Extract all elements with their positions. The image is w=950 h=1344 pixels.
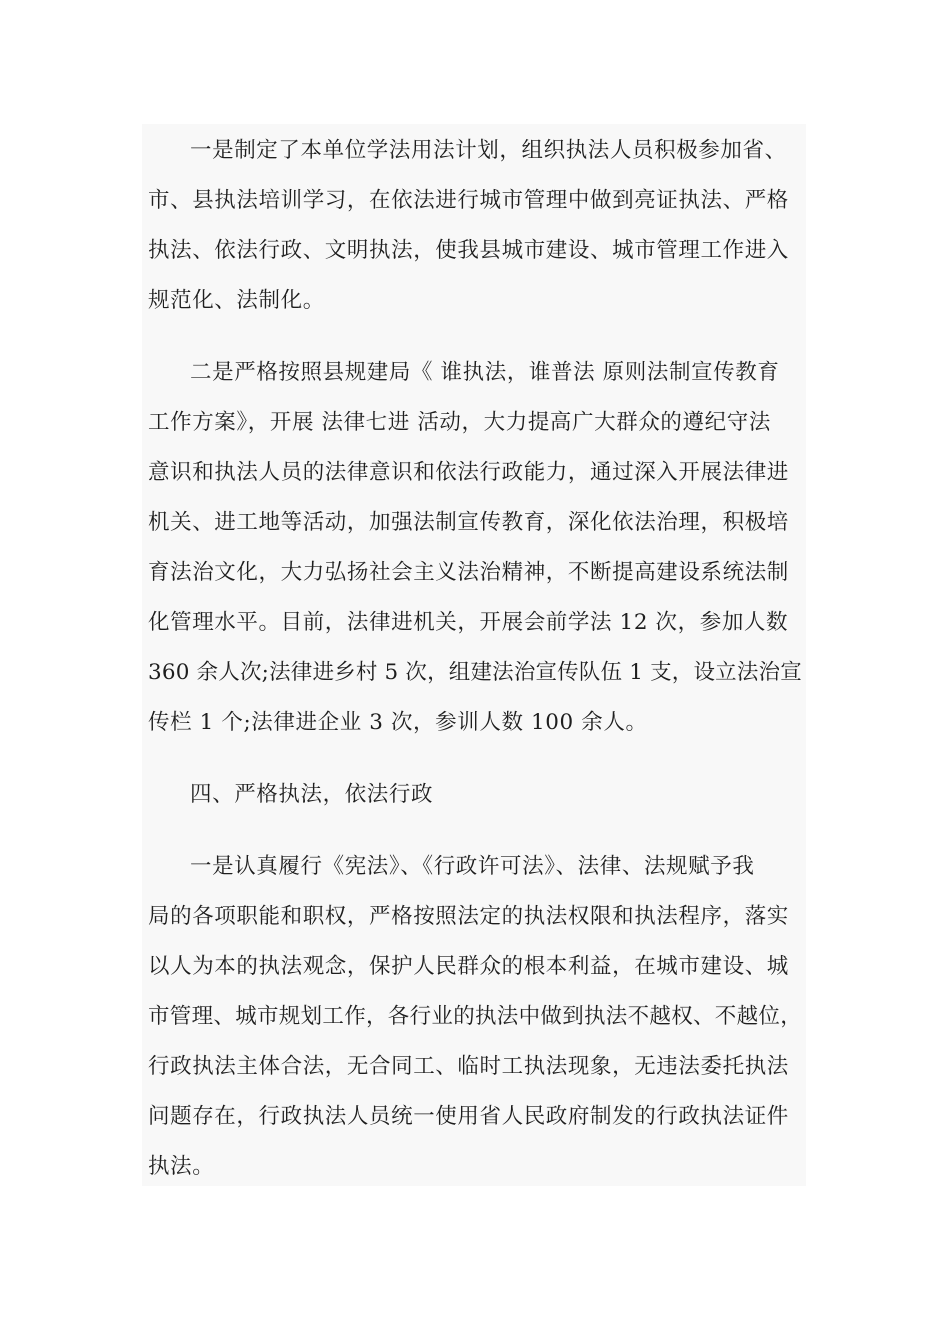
paragraph-1-line-2: 市、县执法培训学习，在依法进行城市管理中做到亮证执法、严格 — [148, 188, 789, 213]
paragraph-4-line-4: 市管理、城市规划工作，各行业的执法中做到执法不越权、不越位， — [148, 1004, 803, 1029]
paragraph-4-line-6: 问题存在，行政执法人员统一使用省人民政府制发的行政执法证件 — [148, 1104, 789, 1129]
paragraph-2-line-5: 育法治文化，大力弘扬社会主义法治精神，不断提高建设系统法制 — [148, 560, 789, 585]
paragraph-4-line-5: 行政执法主体合法，无合同工、临时工执法现象，无违法委托执法 — [148, 1054, 789, 1079]
paragraph-2-line-7: 360 余人次;法律进乡村 5 次，组建法治宣传队伍 1 支，设立法治宣 — [148, 660, 802, 685]
paragraph-2-line-3: 意识和执法人员的法律意识和依法行政能力，通过深入开展法律进 — [148, 460, 789, 485]
document-text-block — [142, 124, 806, 1186]
paragraph-1-line-4: 规范化、法制化。 — [148, 288, 325, 313]
paragraph-1-line-3: 执法、依法行政、文明执法，使我县城市建设、城市管理工作进入 — [148, 238, 789, 263]
paragraph-2-line-6: 化管理水平。目前，法律进机关，开展会前学法 12 次，参加人数 — [148, 610, 789, 635]
paragraph-2-line-8: 传栏 1 个;法律进企业 3 次，参训人数 100 余人。 — [148, 710, 648, 735]
paragraph-2-line-2: 工作方案》，开展 法律七进 活动，大力提高广大群众的遵纪守法 — [148, 410, 771, 435]
paragraph-2-line-1: 二是严格按照县规建局《 谁执法，谁普法 原则法制宣传教育 — [190, 360, 780, 385]
paragraph-2-line-4: 机关、进工地等活动，加强法制宣传教育，深化依法治理，积极培 — [148, 510, 789, 535]
section-heading: 四、严格执法，依法行政 — [190, 782, 434, 807]
paragraph-4-line-2: 局的各项职能和职权，严格按照法定的执法权限和执法程序，落实 — [148, 904, 789, 929]
paragraph-4-line-7: 执法。 — [148, 1154, 215, 1179]
paragraph-4-line-3: 以人为本的执法观念，保护人民群众的根本利益，在城市建设、城 — [148, 954, 789, 979]
paragraph-4-line-1: 一是认真履行《宪法》、《行政许可法》、法律、法规赋予我 — [190, 854, 755, 879]
paragraph-1-line-1: 一是制定了本单位学法用法计划，组织执法人员积极参加省、 — [190, 138, 787, 163]
